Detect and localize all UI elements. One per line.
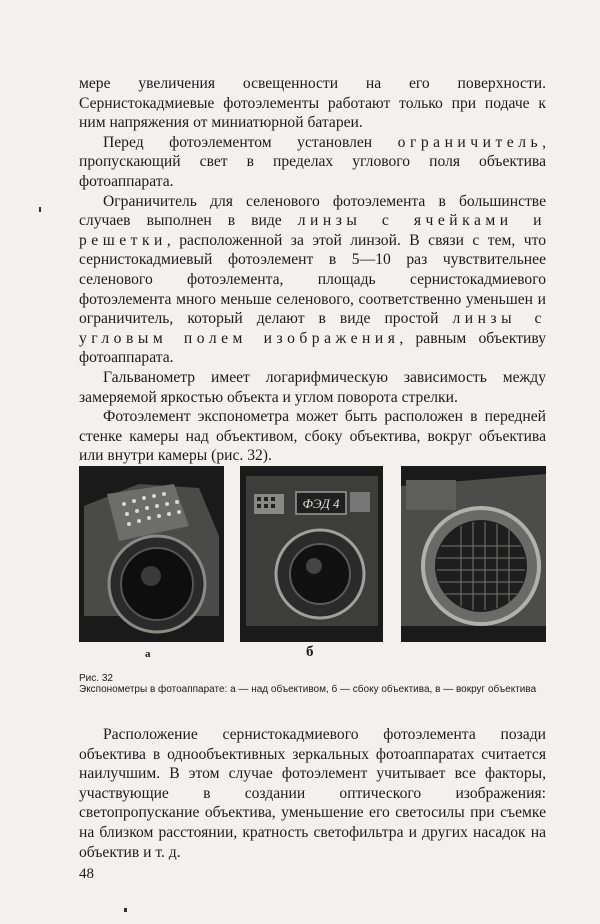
- paragraph: Гальванометр имеет логарифмическую зависимость между замеряемой яркостью объекта и углом поворота стрелки.: [79, 368, 546, 406]
- figure-caption-number: Рис. 32: [79, 673, 113, 684]
- paragraph: Расположение сернистокадмиевого фотоэлемента позади объектива в однообъективных зеркальных фотоаппаратах считается наилучшим. В этом случае фотоэлемент учитывает все факторы, участвующие в создании оптического изображения: светопропускание объектива, уменьшение его светосилы при съемке на близком расстоянии, кратность светофильтра и других насадок на объектив и т. д.: [79, 726, 546, 861]
- paragraph: Фотоэлемент экспонометра может быть расположен в передней стенке камеры над объективом, сбоку объектива, вокруг объектива или внутри камеры (рис. 32).: [79, 408, 546, 465]
- spaced-term: линзы с угловым полем изображения: [79, 310, 546, 347]
- spaced-term: линзы с ячейками и решетки: [79, 212, 546, 249]
- camera-photo-b: [240, 466, 383, 642]
- text-block-bottom: [79, 725, 546, 862]
- figure-caption: Экспонометры в фотоаппарате: а — над объективом, б — сбоку объектива, в — вокруг объектива: [79, 684, 537, 695]
- page-number: 48: [79, 866, 94, 882]
- camera-brand: ФЭД 4: [302, 496, 340, 511]
- text-block-top: [79, 74, 546, 466]
- paragraph: мере увеличения освещенности на его поверхности. Сернистокадмиевые фотоэлементы работают только при подаче к ним напряжения от миниатюрной батареи.: [79, 75, 546, 132]
- margin-mark: [39, 207, 41, 212]
- figure-label-b: б: [306, 644, 314, 660]
- camera-photo-a: [79, 466, 224, 642]
- margin-mark: [124, 908, 127, 912]
- paragraph: Ограничитель для селенового фотоэлемента в большинстве случаев выполнен в виде линзы с ячейками и решетки, расположенной за этой линзой. В связи с тем, что сернистокадмиевый фотоэлемент в 5—10 раз чувствительнее селенового фотоэлемента, площадь сернистокадмиевого фотоэлемента много меньше селенового, соответственно уменьшен и ограничитель, который делают в виде простой линзы с угловым полем изображения, равным объективу фотоаппарата.: [79, 192, 546, 367]
- spaced-term: ограничитель: [397, 133, 543, 151]
- paragraph: Перед фотоэлементом установлен ограничитель, пропускающий свет в пределах углового поля объектива фотоаппарата.: [79, 133, 546, 190]
- figure-label-a: а: [145, 648, 151, 660]
- figure-label-c: в: [462, 626, 469, 640]
- camera-photo-c: [401, 466, 546, 642]
